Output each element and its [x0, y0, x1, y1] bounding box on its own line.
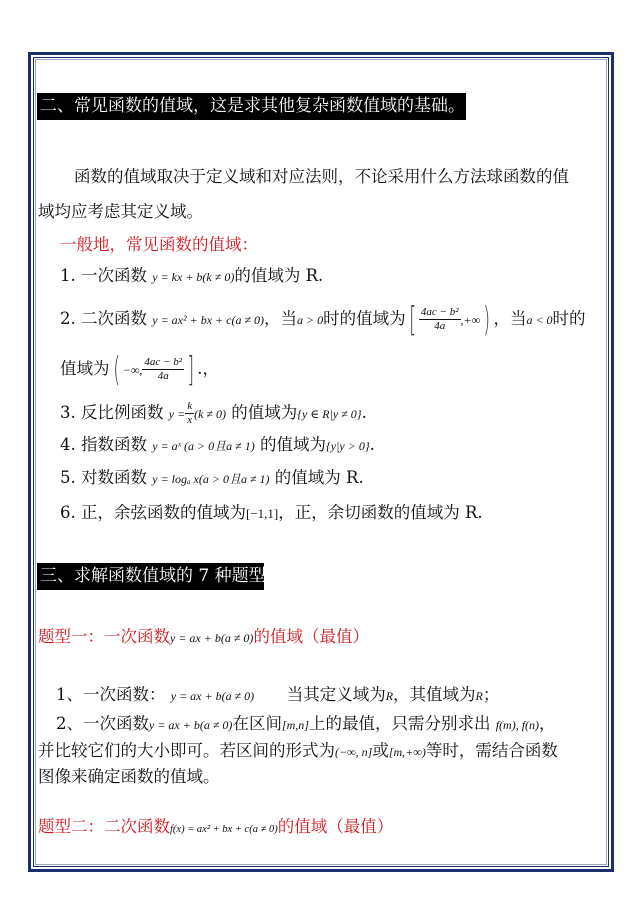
math-formula: (k ≠ 0) — [194, 407, 226, 421]
math-formula: y = ax + b(a ≠ 0) — [170, 689, 255, 703]
type-title-suffix: 的值域（最值） — [253, 627, 369, 646]
fraction-numerator: k — [187, 400, 193, 412]
math-condition: a < 0 — [526, 313, 553, 327]
math-interval-tail: ,+∞ — [460, 313, 481, 327]
type1-point-2-cont — [38, 740, 558, 763]
math-condition: a > 0 — [297, 313, 324, 327]
fraction-denominator: 4a — [157, 370, 169, 382]
point-text: 1、一次函数： — [56, 685, 166, 704]
list-item-inverse — [60, 400, 367, 427]
item-number: 6. — [60, 503, 76, 522]
math-formula: y = aˣ (a > 0且a ≠ 1) — [152, 439, 255, 453]
math-formula: y = logₐ x(a > 0且a ≠ 1) — [152, 472, 270, 486]
math-formula: y = — [168, 407, 186, 421]
list-item-linear — [60, 265, 323, 288]
type-title-suffix: 的值域（最值） — [277, 817, 394, 836]
item-label: 一次函数 — [81, 266, 147, 285]
math-symbol: R — [385, 689, 394, 703]
item-number: 2. — [60, 309, 76, 328]
math-formula: y = ax² + bx + c(a ≠ 0) — [152, 313, 265, 327]
point-text: 并比较它们的大小即可。若区间的形式为 — [38, 741, 335, 760]
fraction-denominator: x — [187, 414, 193, 426]
item-text: ，当 — [264, 309, 298, 328]
list-item-exponential — [60, 434, 375, 457]
math-interval: [−1,1] — [246, 506, 279, 521]
math-fraction — [142, 356, 184, 383]
list-item-trig — [60, 502, 483, 525]
fraction-numerator: 4ac − b² — [144, 356, 183, 368]
section-header-2: 二、常见函数的值域，这是求其他复杂函数值域的基础。 — [37, 93, 466, 120]
common-ranges-subheading: 一般地，常见函数的值域： — [60, 235, 258, 254]
point-text: ， — [539, 714, 556, 733]
fraction-denominator: 4a — [434, 320, 446, 332]
item-text: ，正，余切函数的值域为 R. — [278, 503, 483, 522]
intro-line-2: 域均应考虑其定义域。 — [38, 202, 203, 221]
math-interval: [m,+∞) — [388, 745, 426, 759]
point-text: 等时，需结合函数 — [425, 741, 558, 760]
item-text: 时的值域为 — [323, 309, 406, 328]
math-formula: f(m), f(n) — [495, 718, 540, 732]
point-text: 2、一次函数 — [56, 714, 149, 733]
type1-point-1 — [56, 684, 499, 707]
math-set: {y|y > 0} — [326, 439, 370, 453]
item-text: 的值域为 R. — [234, 266, 324, 285]
math-formula: y = kx + b(k ≠ 0) — [152, 270, 235, 284]
item-label: 二次函数 — [81, 309, 147, 328]
math-fraction — [185, 400, 194, 427]
list-item-quadratic — [60, 299, 586, 340]
item-text: 的值域为 — [260, 435, 326, 454]
math-formula: y = ax + b(a ≠ 0) — [170, 631, 254, 645]
point-text: ； — [482, 685, 500, 704]
item-text: 的值域为 — [231, 403, 298, 422]
math-set: {y ∈ R|y ≠ 0} — [297, 407, 362, 421]
math-fraction — [419, 306, 461, 333]
type1-point-2 — [56, 713, 556, 736]
item-text: 值域为 — [60, 359, 110, 378]
item-text: ，当 — [493, 309, 527, 328]
type-title-label: 题型二：二次函数 — [38, 817, 170, 836]
type1-point-2-end: 图像来确定函数的值域。 — [38, 767, 220, 786]
fraction-numerator: 4ac − b² — [420, 306, 459, 318]
bracket-left: [ — [408, 299, 416, 340]
item-label: 正，余弦函数的值域为 — [81, 503, 246, 522]
math-interval-head: −∞, — [122, 363, 143, 377]
point-text: 当其定义域为 — [286, 685, 386, 704]
math-symbol: R — [475, 689, 483, 703]
item-number: 4. — [60, 435, 76, 454]
item-number: 1. — [60, 266, 76, 285]
section-header-3: 三、求解函数值域的 7 种题型 — [37, 563, 264, 590]
intro-line-1: 函数的值域取决于定义域和对应法则，不论采用什么方法球函数的值 — [74, 167, 569, 186]
item-text: . — [361, 403, 367, 422]
math-interval: [m,n] — [281, 718, 309, 732]
math-formula: f(x) = ax² + bx + c(a ≠ 0) — [170, 824, 278, 835]
item-label: 反比例函数 — [81, 403, 164, 422]
item-text: . — [369, 435, 375, 454]
list-item-logarithmic — [60, 467, 364, 490]
math-interval: (−∞, n] — [335, 745, 373, 759]
bracket-right: ] — [187, 349, 194, 390]
item-label: 对数函数 — [81, 468, 147, 487]
point-text: 在区间 — [232, 714, 282, 733]
item-text: 时的 — [552, 309, 586, 328]
math-formula: y = ax + b(a ≠ 0) — [149, 718, 233, 732]
item-number: 5. — [60, 468, 76, 487]
type2-title — [38, 816, 393, 841]
type1-title — [38, 626, 369, 649]
list-item-quadratic-cont — [60, 349, 220, 390]
item-label: 指数函数 — [81, 435, 147, 454]
item-text: 的值域为 R. — [274, 468, 364, 487]
point-text: ，其值域为 — [393, 685, 476, 704]
paren-right: ) — [483, 299, 491, 340]
type-title-label: 题型一：一次函数 — [38, 627, 170, 646]
point-text: 上的最值，只需分别求出 — [308, 714, 491, 733]
item-number: 3. — [60, 403, 76, 422]
point-text: 或 — [372, 741, 389, 760]
paren-left: ( — [112, 349, 120, 390]
item-text: .， — [197, 359, 220, 378]
